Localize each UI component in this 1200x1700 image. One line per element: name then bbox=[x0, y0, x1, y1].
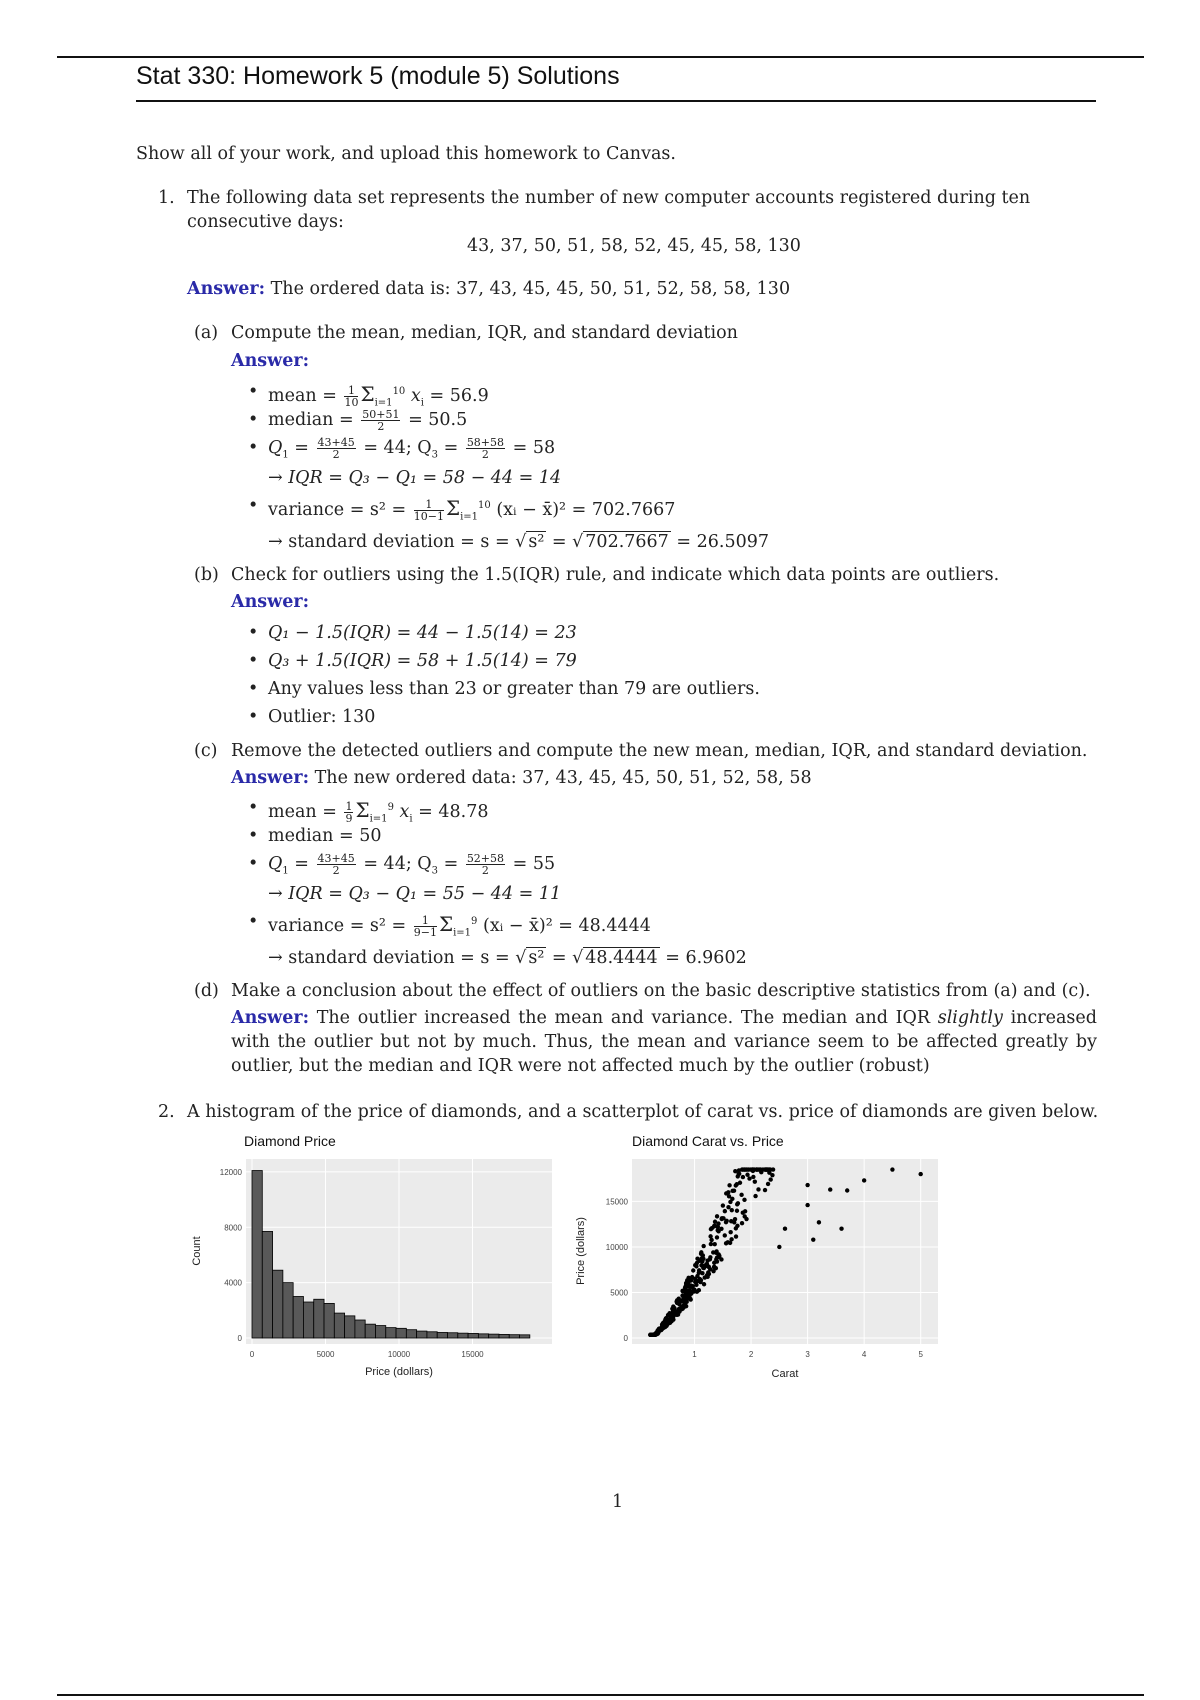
scatter-point bbox=[730, 1208, 734, 1212]
qb-label: (b) bbox=[194, 565, 219, 585]
frac-den: 2 bbox=[377, 420, 385, 433]
qc-label: (c) bbox=[194, 741, 218, 761]
qa-sd: → standard deviation = s = √ s² = √ 702.7667 = 26.5097 bbox=[268, 532, 769, 552]
qb-prompt: Check for outliers using the 1.5(IQR) rule, and indicate which data points are outliers. bbox=[231, 565, 1000, 585]
scatter-point bbox=[729, 1219, 733, 1223]
scatter-point bbox=[661, 1322, 665, 1326]
histogram-bar bbox=[293, 1296, 303, 1338]
q1-ordered: The ordered data is: 37, 43, 45, 45, 50, 51, 52, 58, 58, 130 bbox=[270, 279, 791, 299]
histogram-bar bbox=[448, 1333, 458, 1338]
scatter-point bbox=[723, 1209, 727, 1213]
qa-q3-val: = 58 bbox=[512, 438, 556, 458]
histogram-bar bbox=[375, 1326, 385, 1338]
q1-prompt: The following data set represents the number of new computer accounts registered during ten consecutive days: bbox=[187, 188, 1031, 232]
x-axis-label: Carat bbox=[771, 1368, 799, 1380]
scatter-point bbox=[721, 1203, 725, 1207]
q2-prompt: A histogram of the price of diamonds, and a scatterplot of carat vs. price of diamonds are given below. bbox=[187, 1102, 1099, 1122]
scatter-point bbox=[817, 1220, 821, 1224]
frac: $\frac{43+45}{2}$ bbox=[317, 436, 355, 461]
histogram-bar bbox=[283, 1283, 293, 1338]
histogram-bar bbox=[303, 1302, 313, 1338]
qa-mean-val: = 56.9 bbox=[429, 385, 489, 406]
qc-answer bbox=[231, 766, 812, 790]
scatter-point bbox=[729, 1237, 733, 1241]
histogram-bar bbox=[489, 1334, 499, 1338]
histogram-bar bbox=[396, 1328, 406, 1338]
scatter-point bbox=[680, 1307, 684, 1311]
scatter-point bbox=[766, 1182, 770, 1186]
q1-answer bbox=[187, 277, 790, 301]
histogram-bar bbox=[520, 1335, 530, 1338]
x-tick-label: 4 bbox=[861, 1350, 867, 1359]
qc-q3-val: = 55 bbox=[512, 854, 556, 874]
scatter-point bbox=[918, 1172, 922, 1176]
scatter-point bbox=[805, 1203, 809, 1207]
q1-data: 43, 37, 50, 51, 58, 52, 45, 45, 58, 130 bbox=[467, 236, 801, 256]
scatter-point bbox=[753, 1179, 757, 1183]
scatter-point bbox=[715, 1235, 719, 1239]
x-tick-label: 5000 bbox=[316, 1350, 335, 1359]
scatter-point bbox=[736, 1172, 740, 1176]
frac: $\frac{1}{9}$ bbox=[345, 799, 353, 825]
scatter-point bbox=[730, 1197, 734, 1201]
scatter-point bbox=[811, 1237, 815, 1241]
top-rule bbox=[57, 56, 1144, 58]
frac: $\frac{52+58}{2}$ bbox=[466, 852, 505, 877]
histogram-title: Diamond Price bbox=[244, 1133, 336, 1149]
sqrt-s2: s² bbox=[528, 532, 545, 552]
qd-answer-text-2: increased with the outlier but not by much. Thus, the mean and variance seem to be affected greatly by outlier, but the median and IQR were not affected much by the outlier (robust) bbox=[231, 1008, 1097, 1076]
scatter-point bbox=[740, 1221, 744, 1225]
qa-q-mid: = 44; Q bbox=[363, 438, 432, 458]
scatter-point bbox=[701, 1244, 705, 1248]
qd-answer-label: Answer: bbox=[231, 1008, 310, 1028]
frac: $\frac{1}{10}$ bbox=[344, 383, 359, 409]
y-tick-label: 10000 bbox=[605, 1242, 628, 1252]
scatter-point bbox=[751, 1175, 755, 1179]
histogram-bar bbox=[499, 1334, 509, 1338]
scatter-point bbox=[684, 1298, 688, 1302]
qc-variance: • variance = s² = $\frac{1}{9-1}$ $\Sigma_{i=1}^9$ (xᵢ − x̄)² = 48.4444 bbox=[268, 910, 651, 945]
scatter-point bbox=[682, 1302, 686, 1306]
scatter-point bbox=[717, 1255, 721, 1259]
qc-mean-lhs: mean = bbox=[268, 801, 337, 822]
scatter-point bbox=[845, 1188, 849, 1192]
scatter-point bbox=[723, 1233, 727, 1237]
scatter-point bbox=[770, 1173, 774, 1177]
sqrt-val: 702.7667 bbox=[585, 532, 669, 552]
qa-variance: • variance = s² = $\frac{1}{10-1}$ $\Sigma_{i=1}^{10}$ (xᵢ − x̄)² = 702.7667 bbox=[268, 494, 675, 529]
scatter-point bbox=[768, 1177, 772, 1181]
qc-iqr: → IQR = Q₃ − Q₁ = 55 − 44 = 11 bbox=[268, 884, 562, 904]
frac-num: 1 bbox=[414, 499, 444, 511]
scatter-point bbox=[688, 1288, 692, 1292]
qc-var-lhs: variance = s² = bbox=[268, 915, 407, 936]
scatter-point bbox=[715, 1214, 719, 1218]
scatter-point bbox=[726, 1205, 730, 1209]
page-number: 1 bbox=[612, 1492, 624, 1512]
histogram-bar bbox=[334, 1313, 344, 1338]
y-tick-label: 0 bbox=[237, 1334, 242, 1343]
qc-sd: → standard deviation = s = √ s² = √ 48.4444 = 6.9602 bbox=[268, 948, 747, 968]
x-tick-label: 15000 bbox=[461, 1350, 484, 1359]
histogram-bar bbox=[324, 1303, 334, 1338]
scatter-point bbox=[708, 1255, 712, 1259]
qa-var-lhs: variance = s² = bbox=[268, 499, 407, 520]
qd-answer bbox=[231, 1006, 1097, 1078]
histogram-bar bbox=[262, 1231, 272, 1338]
scatter-point bbox=[713, 1220, 717, 1224]
frac-num: 43+45 bbox=[317, 436, 355, 449]
qd-answer-text: The outlier increased the mean and variance. The median and IQR bbox=[316, 1008, 931, 1028]
scatter-point bbox=[724, 1241, 728, 1245]
scatter-point bbox=[648, 1333, 652, 1337]
x-tick-label: 5 bbox=[918, 1350, 923, 1359]
histogram-bar bbox=[478, 1334, 488, 1338]
scatter-point bbox=[699, 1263, 703, 1267]
scatter-point bbox=[805, 1183, 809, 1187]
qc-sd-lhs: → standard deviation = s = bbox=[268, 948, 510, 968]
scatter-point bbox=[706, 1270, 710, 1274]
bottom-rule bbox=[57, 1694, 1144, 1696]
scatter-point bbox=[828, 1187, 832, 1191]
y-tick-label: 15000 bbox=[605, 1197, 628, 1207]
scatter-point bbox=[715, 1259, 719, 1263]
frac: $\frac{1}{9-1}$ bbox=[413, 913, 437, 939]
scatter-point bbox=[674, 1311, 678, 1315]
qa-iqr: → IQR = Q₃ − Q₁ = 58 − 44 = 14 bbox=[268, 468, 562, 488]
qb-line: • Any values less than 23 or greater than 79 are outliers. bbox=[268, 677, 760, 701]
scatter-point bbox=[839, 1227, 843, 1231]
scatter-point bbox=[693, 1263, 697, 1267]
scatter-point bbox=[745, 1173, 749, 1177]
scatter-point bbox=[680, 1289, 684, 1293]
histogram-chart bbox=[188, 1155, 558, 1385]
y-tick-label: 0 bbox=[623, 1334, 628, 1343]
scatter-point bbox=[719, 1227, 723, 1231]
histogram-bar bbox=[386, 1328, 396, 1338]
histogram-bar bbox=[355, 1320, 365, 1338]
qc-q-mid: = 44; Q bbox=[363, 854, 432, 874]
scatter-point bbox=[686, 1276, 690, 1280]
answer-label: Answer: bbox=[187, 279, 266, 299]
x-tick-label: 10000 bbox=[387, 1350, 411, 1359]
scatter-point bbox=[698, 1280, 702, 1284]
scatter-point bbox=[684, 1281, 688, 1285]
scatter-point bbox=[735, 1209, 739, 1213]
x-tick-label: 0 bbox=[249, 1350, 255, 1359]
scatter-point bbox=[735, 1182, 739, 1186]
sqrt-val: 48.4444 bbox=[585, 948, 658, 968]
histogram-bar bbox=[427, 1332, 437, 1338]
frac-den: 9−1 bbox=[413, 925, 437, 939]
histogram-bar bbox=[417, 1331, 427, 1338]
scatter-point bbox=[720, 1216, 724, 1220]
x-tick-label: 3 bbox=[805, 1350, 810, 1359]
qc-prompt: Remove the detected outliers and compute the new mean, median, IQR, and standard deviation. bbox=[231, 741, 1088, 761]
scatter-point bbox=[747, 1176, 751, 1180]
histogram-bar bbox=[365, 1324, 375, 1338]
histogram-bar bbox=[406, 1330, 416, 1338]
qc-median: • median = 50 bbox=[268, 824, 382, 848]
qa-mean-lhs: mean = bbox=[268, 385, 337, 406]
qc-ordered: The new ordered data: 37, 43, 45, 45, 50, 51, 52, 58, 58 bbox=[314, 768, 812, 788]
scatter-point bbox=[710, 1226, 714, 1230]
scatter-point bbox=[735, 1202, 739, 1206]
scatter-point bbox=[753, 1194, 757, 1198]
y-tick-label: 5000 bbox=[610, 1288, 628, 1298]
scatter-point bbox=[675, 1301, 679, 1305]
scatter-point bbox=[715, 1224, 719, 1228]
qa-mean: • mean = $\frac{1}{10}$ $\Sigma_{i=1}^{10}$ $x_i = 56.9$ bbox=[268, 380, 489, 415]
scatter-point bbox=[890, 1167, 894, 1171]
frac-num: 52+58 bbox=[466, 852, 505, 865]
scatter-point bbox=[724, 1191, 728, 1195]
scatter-point bbox=[699, 1250, 703, 1254]
scatter-point bbox=[727, 1183, 731, 1187]
qa-prompt: Compute the mean, median, IQR, and standard deviation bbox=[231, 323, 738, 343]
qc-sd-val: = 6.9602 bbox=[665, 948, 747, 968]
qd-answer-em: slightly bbox=[937, 1008, 1003, 1028]
scatter-point bbox=[756, 1167, 760, 1171]
qa-median-lhs: median = bbox=[268, 410, 354, 430]
qb-line: • Q₁ − 1.5(IQR) = 44 − 1.5(14) = 23 bbox=[268, 621, 577, 645]
page-title: Stat 330: Homework 5 (module 5) Solutions bbox=[136, 62, 620, 90]
qa-quartiles: • $Q_1$ = $\frac{43+45}{2}$ = 44; $Q_3$ = $\frac{58+58}{2}$ = 58 bbox=[268, 436, 555, 468]
scatter-point bbox=[680, 1293, 684, 1297]
intro-text: Show all of your work, and upload this homework to Canvas. bbox=[136, 144, 676, 164]
scatter-point bbox=[735, 1224, 739, 1228]
scatter-point bbox=[709, 1238, 713, 1242]
scatter-point bbox=[657, 1326, 661, 1330]
scatter-point bbox=[706, 1264, 710, 1268]
qa-sd-val: = 26.5097 bbox=[676, 532, 769, 552]
histogram-bar bbox=[468, 1333, 478, 1338]
qd-prompt: Make a conclusion about the effect of outliers on the basic descriptive statistics from (a) and (c). bbox=[231, 981, 1091, 1001]
scatter-point bbox=[744, 1167, 748, 1171]
qc-mean-val: = 48.78 bbox=[418, 801, 489, 822]
scatter-point bbox=[764, 1167, 768, 1171]
y-axis-label: Price (dollars) bbox=[575, 1217, 587, 1285]
histogram-bar bbox=[509, 1335, 519, 1338]
qc-answer-label: Answer: bbox=[231, 768, 310, 788]
scatter-title: Diamond Carat vs. Price bbox=[632, 1133, 784, 1149]
scatter-point bbox=[741, 1211, 745, 1215]
qb-answer-label: Answer: bbox=[231, 592, 310, 612]
histogram-bar bbox=[314, 1299, 324, 1338]
qa-median-val: = 50.5 bbox=[408, 410, 468, 430]
qc-mean: • mean = $\frac{1}{9}$ $\Sigma_{i=1}^9$ $x_i = 48.78$ bbox=[268, 796, 489, 831]
histogram-bar bbox=[252, 1171, 262, 1338]
scatter-point bbox=[728, 1230, 732, 1234]
qb-line: • Q₃ + 1.5(IQR) = 58 + 1.5(14) = 79 bbox=[268, 649, 577, 673]
frac: $\frac{58+58}{2}$ bbox=[466, 436, 505, 461]
frac-num: 58+58 bbox=[466, 436, 505, 449]
y-tick-label: 8000 bbox=[224, 1223, 242, 1233]
q2-number: 2. bbox=[158, 1102, 175, 1122]
scatter-point bbox=[777, 1245, 781, 1249]
scatter-point bbox=[741, 1175, 745, 1179]
y-axis-label: Count bbox=[191, 1236, 203, 1266]
scatter-point bbox=[709, 1242, 713, 1246]
scatter-point bbox=[756, 1187, 760, 1191]
frac-den: 10−1 bbox=[413, 509, 444, 523]
y-tick-label: 4000 bbox=[224, 1278, 242, 1288]
scatter-point bbox=[724, 1219, 728, 1223]
scatter-point bbox=[743, 1214, 747, 1218]
qc-var-rhs: (xᵢ − x̄)² = 48.4444 bbox=[483, 915, 651, 936]
frac bbox=[414, 499, 444, 522]
y-tick-label: 12000 bbox=[219, 1167, 242, 1177]
qa-label: (a) bbox=[194, 323, 219, 343]
x-tick-label: 1 bbox=[692, 1350, 697, 1359]
frac: $\frac{43+45}{2}$ bbox=[317, 852, 355, 877]
histogram-bar bbox=[273, 1270, 283, 1338]
qa-median bbox=[268, 408, 467, 432]
title-underline bbox=[136, 100, 1096, 102]
scatter-point bbox=[679, 1299, 683, 1303]
scatter-point bbox=[671, 1317, 675, 1321]
qc-quartiles: • $Q_1$ = $\frac{43+45}{2}$ = 44; $Q_3$ = $\frac{52+58}{2}$ = 55 bbox=[268, 852, 555, 884]
scatter-point bbox=[750, 1167, 754, 1171]
frac bbox=[361, 409, 400, 432]
x-tick-label: 2 bbox=[748, 1350, 754, 1359]
scatter-point bbox=[763, 1188, 767, 1192]
scatter-point bbox=[700, 1259, 704, 1263]
qa-answer-label: Answer: bbox=[231, 351, 310, 371]
qa-var-rhs: (xᵢ − x̄)² = 702.7667 bbox=[496, 499, 676, 520]
scatter-point bbox=[712, 1265, 716, 1269]
scatter-point bbox=[713, 1242, 717, 1246]
x-axis-label: Price (dollars) bbox=[365, 1366, 433, 1378]
scatter-chart bbox=[572, 1155, 952, 1385]
qa-sd-lhs: → standard deviation = s = bbox=[268, 532, 510, 552]
q1-number: 1. bbox=[158, 188, 175, 208]
frac-num: 43+45 bbox=[317, 852, 355, 865]
scatter-point bbox=[730, 1189, 734, 1193]
scatter-point bbox=[733, 1217, 737, 1221]
scatter-point bbox=[783, 1227, 787, 1231]
scatter-point bbox=[768, 1167, 772, 1171]
histogram-bar bbox=[345, 1316, 355, 1338]
scatter-point bbox=[692, 1289, 696, 1293]
sqrt-s2: s² bbox=[528, 948, 545, 968]
scatter-point bbox=[742, 1198, 746, 1202]
scatter-point bbox=[700, 1271, 704, 1275]
scatter-point bbox=[862, 1178, 866, 1182]
qd-label: (d) bbox=[194, 981, 219, 1001]
scatter-point bbox=[691, 1268, 695, 1272]
scatter-point bbox=[739, 1193, 743, 1197]
qb-line: • Outlier: 130 bbox=[268, 705, 375, 729]
histogram-bar bbox=[437, 1332, 447, 1338]
scatter-point bbox=[654, 1331, 658, 1335]
scatter-point bbox=[695, 1274, 699, 1278]
scatter-point bbox=[734, 1234, 738, 1238]
frac-num: 50+51 bbox=[362, 408, 400, 421]
histogram-bar bbox=[458, 1333, 468, 1338]
